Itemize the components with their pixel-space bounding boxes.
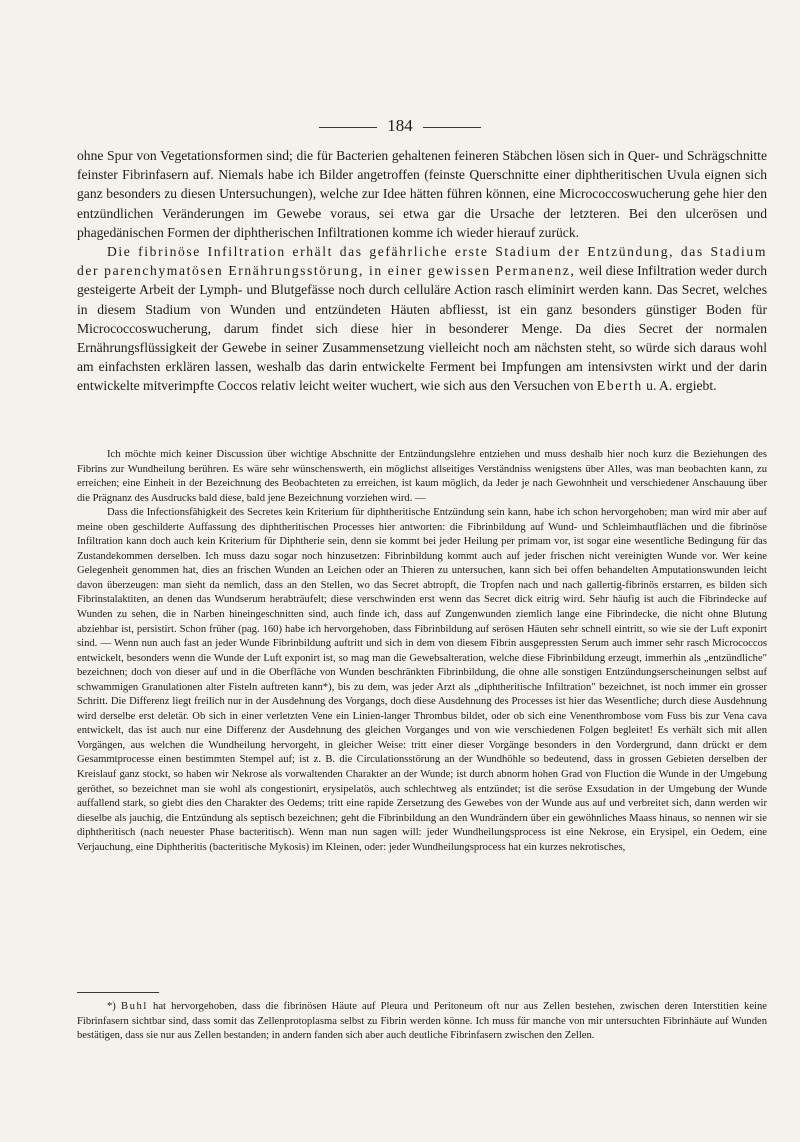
footnote-paragraph bbox=[77, 1000, 767, 1044]
small-paragraph-1: Ich möchte mich keiner Discussion über wichtige Abschnitte der Entzündungslehre entziehen und muss deshalb hier noch kurz die Beziehungen des Fibrins zur Wundheilung berühren. Es wäre sehr wünschenswerth, ein möglichst allseitiges Verständniss wenigstens über Alles, was man beobachten kann, zu erreichen; eine Einheit in der Bezeichnung des Beobachteten zu erreichen, ist kaum möglich, da Jeder je nach Gewohnheit und verschiedener Anschauung über die Prägnanz des Ausdrucks bald diese, bald jene Bezeichnung vorziehen wird. — bbox=[77, 449, 767, 504]
footnote bbox=[77, 1000, 767, 1044]
page-header bbox=[0, 116, 800, 136]
page-number: 184 bbox=[387, 116, 413, 135]
body-paragraph-1: ohne Spur von Vegetationsformen sind; die für Bacterien gehaltenen feineren Stäbchen lösen sich in Quer- und Schrägschnitte feinster Fibrinfasern auf. Niemals habe ich Bilder angetroffen (feinste Querschnitte einer diphtheritischen Uvula eignen sich ganz besonders zu diesen Untersuchungen), welche zur Idee hätten führen können, eine Micrococcoswucherung gehe hier den entzündlichen Veränderungen im Gewebe voraus, sei etwa gar die Ursache der letzteren. Bei den ulcerösen und phagedänischen Formen der diphtherischen Infiltrationen komme ich wieder hierauf zurück. bbox=[77, 148, 767, 240]
footnote-marker: *) bbox=[107, 1001, 116, 1012]
header-rule-left bbox=[319, 127, 377, 128]
footnote-rule bbox=[77, 992, 159, 993]
header-rule-right bbox=[423, 127, 481, 128]
small-print-section bbox=[77, 448, 767, 855]
emphasis-spaced-text: Die fibrinöse Infiltration erhält das gefährliche erste Stadium der Entzündung, das Stadium der parenchymatösen Ernährungsstörung, in einer gewissen Permanenz, bbox=[77, 244, 767, 279]
body-paragraph-2-text: weil diese Infiltration weder durch gesteigerte Arbeit der Lymph- und Blutgefässe noch durch celluläre Action rasch eliminirt werden kann. Das Secret, welches in diesem Stadium von Wunden und entzündeten Häuten abfliesst, ist ein ganz besonders günstiger Boden für Micrococcoswucherung, darum findet sich diese hier in besonderer Menge. Da dies Secret der normalen Ernährungsflüssigkeit der Gewebe in seiner Zusammensetzung vielleicht noch am nächsten steht, so würde sich daraus wohl am einfachsten erklären lassen, weshalb das darin entwickelte Ferment bei Impfungen am intensivsten wirkt und der darin entwickelte mitverimpfte Coccos relativ leicht weiter wuchert, wie sich aus den Versuchen von bbox=[77, 263, 767, 394]
author-name-eberth: Eberth bbox=[596, 378, 643, 394]
main-text bbox=[77, 146, 767, 396]
footnote-text: hat hervorgehoben, dass die fibrinösen Häute auf Pleura und Peritoneum oft nur aus Zellen bestehen, zwischen deren Interstitien keine Fibrinfasern sichtbar sind, dass somit das Zellenprotoplasma selbst zu Fibrin werden könne. Ich muss für manche von mir untersuchten Fibrinhäute auf Wunden bestätigen, dass sie nur aus Zellen bestanden; in andern fanden sich aber auch deutliche Fibrinfasern zwischen den Zellen. bbox=[77, 1001, 767, 1042]
small-paragraph-2: Dass die Infectionsfähigkeit des Secretes kein Kriterium für diphtheritische Entzündung sein kann, habe ich schon hervorgehoben; man wird mir aber auf meine oben geschilderte Auffassung des diphtheritischen Processes hier antworten: die Fibrinbildung auf Wund- und Schleimhautflächen und die fibrinöse Infiltration kann doch auch kein Kriterium für Diphtherie sein, denn sie kommt bei jeder Heilung per primam vor, ist sogar eine wesentliche Bedingung für das Zustandekommen derselben. Ich muss dazu sogar noch hinzusetzen: Fibrinbildung kommt auch auf jeder frischen nicht vereinigten Wunde vor. Wer keine Gelegenheit genommen hat, dies an frischen Wunden an Leichen oder an Thieren zu untersuchen, kann sich bei offen behandelten Amputationswunden leicht davon überzeugen: man sieht da nemlich, dass an den Stellen, wo das Secret abtropft, die Tropfen nach und nach gallertig-fibrinös erstarren, es bilden sich Fibrinstalaktiten, an denen das Wundserum herabträufelt; diese verschwinden erst wenn das Secret dick eitrig wird. Sehr häufig ist auch die Fibrindecke auf Wunden zu sehen, die in Narben hineingeschnitten sind, auch finde ich, dass auf Zungenwunden ziemlich lange eine Fibrindecke, die nicht ohne Blutung abziehbar ist, persistirt. Schon früher (pag. 160) habe ich hervorgehoben, dass Fibrinbildung auf serösen Häuten sehr schnell eintritt, so wie sie der Luft exponirt sind. — Wenn nun auch fast an jeder Wunde Fibrinbildung auftritt und sich in dem von diesem Fibrin ausgepressten Serum auch immer sehr rasch Micrococcos entwickelt, besonders wenn die Wunde der Luft exponirt ist, so mag man die Gewebsalteration, welche diese Fibrinbildung erzeugt, immerhin als „entzündliche" bezeichnen; doch von dieser auf und in die Oberfläche von Wunden beschränkten Fibrinbildung, die ohne alle sonstigen Entzündungserscheinungen selbst auf schwammigen Granulationen alter Fisteln auftreten kann*), bis zu dem, was jeder Arzt als „diphtheritische Infiltration" bezeichnet, ist noch immer ein grosser Schritt. Die Differenz liegt freilich nur in der Ausdehnung des Vorgangs, doch diese Ausdehnung des Processes ist hier das Wesentliche; durch diese Ausdehnung wird derselbe erst deletär. Ob sich in einer verletzten Vene ein Linien-langer Thrombus bildet, oder ob sich eine Venenthrombose vom Fuss bis zur Vena cava entwickelt, das ist auch nur eine Differenz der Ausdehnung des gleichen Vorganges und von wie verschiedenen Folgen begleitet! Es verhält sich mit allen Vorgängen, aus welchen die Wundheilung hervorgeht, in gleicher Weise: tritt einer dieser Vorgänge besonders in den Vordergrund, dann drückt er dem Gesammtprocesse einen bestimmten Stempel auf; ist z. B. die Circulationsstörung an der Wundhöhle so bedeutend, dass in grossen Gebieten derselben der Kreislauf ganz stockt, so haben wir Nekrose als vorwaltenden Charakter an der Wunde; ist durch abnorm hohen Grad von Fluction die Wunde in der Umgebung geröthet, so bezeichnet man sie wohl als congestionirt, erysipelatös, auch schlechtweg als entzündet; ist die seröse Exsudation in der Umgebung der Wunde auffallend stark, so giebt dies den Charakter des Oedems; tritt eine rapide Zersetzung des Gewebes von der Wunde aus auf und verbreitet sich, dann werden wir dieselbe als jauchig, die Entzündung als septisch bezeichnen; geht die Fibrinbildung an den Wundrändern über ein gewöhnliches Maass hinaus, so nennen wir sie diphtheritisch (nach neuester Phase bacteritisch). Wenn man nun sagen will: jeder Wundheilungsprocess ist eine Nekrose, ein Erysipel, ein Oedem, eine Verjauchung, eine Diphtheritis (bacteritische Mykosis) im Kleinen, oder: jeder Wundheilungsprocess hat ein kurzes nekrotisches, bbox=[77, 507, 767, 853]
footnote-author: Buhl bbox=[120, 1001, 148, 1012]
body-paragraph-2-end: u. A. ergiebt. bbox=[642, 378, 717, 394]
body-paragraph-2 bbox=[77, 242, 767, 396]
